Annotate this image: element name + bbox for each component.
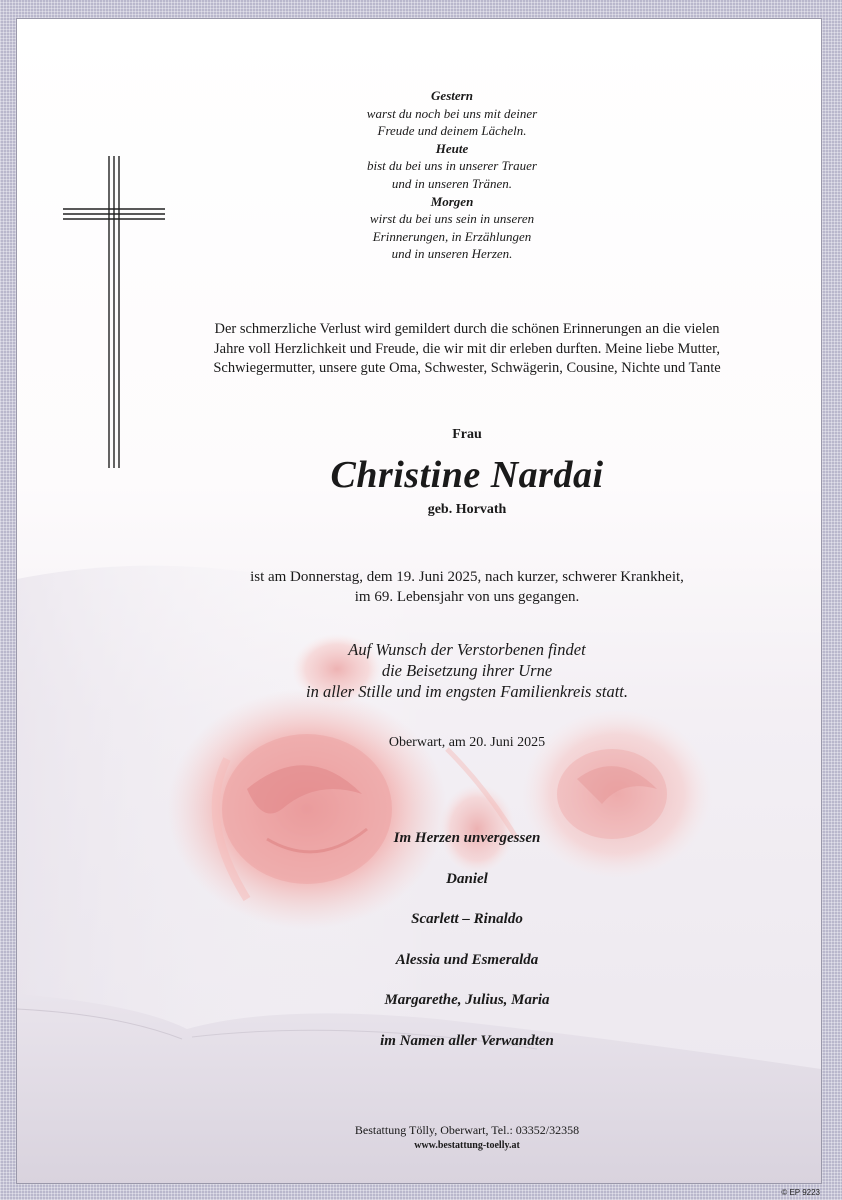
poem-line: Freude und deinem Lächeln. [377,123,527,139]
wish-line: in aller Stille und im engsten Familienkreis statt. [305,682,629,701]
poem-line: und in unseren Tränen. [391,175,513,191]
funeral-home-website: www.bestattung-toelly.at [414,1140,520,1151]
place-date: Oberwart, am 20. Juni 2025 [388,735,546,750]
print-code: © EP 9223 [781,1188,820,1197]
mourners-list [217,828,717,1072]
mourner-line: Im Herzen unvergessen [393,830,541,846]
mourner-line: Margarethe, Julius, Maria [384,992,550,1009]
maiden-name: geb. Horvath [427,502,507,517]
mourner-line: Scarlett – Rinaldo [411,911,523,928]
salutation: Frau [452,427,482,442]
intro-line: Der schmerzliche Verlust wird gemildert durch die schönen Erinnerungen an die vielen [214,321,720,337]
intro-line: Schwiegermutter, unsere gute Oma, Schwester, Schwägerin, Cousine, Nichte und Tante [213,360,721,376]
poem-line: bist du bei uns in unserer Trauer [367,158,537,174]
poem-line: warst du noch bei uns mit deiner [366,105,538,121]
intro-line: Jahre voll Herzlichkeit und Freude, die wir mit dir erleben durften. Meine liebe Mutter, [214,340,720,357]
mourner-line: Daniel [446,870,488,887]
poem-heading-heute: Heute [435,140,469,156]
deceased-name: Christine Nardai [330,454,604,496]
poem-line: und in unseren Herzen. [391,246,513,262]
poem-heading-morgen: Morgen [430,193,474,209]
obituary-page [16,18,822,1184]
mourner-line: Alessia und Esmeralda [395,951,539,968]
wish-line: Auf Wunsch der Verstorbenen findet [348,640,586,659]
poem-heading-gestern: Gestern [431,88,473,103]
poem [257,87,647,263]
cross-icon [61,154,167,470]
mourner-line: im Namen aller Verwandten [380,1032,554,1049]
poem-line: wirst du bei uns sein in unseren [369,211,535,227]
intro-paragraph [167,320,767,379]
funeral-wish [167,639,767,702]
death-notice [167,567,767,607]
poem-line: Erinnerungen, in Erzählungen [372,228,532,244]
wish-line: die Beisetzung ihrer Urne [381,661,553,680]
death-notice-line: ist am Donnerstag, dem 19. Juni 2025, nach kurzer, schwerer Krankheit, [250,569,684,585]
death-notice-line: im 69. Lebensjahr von uns gegangen. [354,589,580,605]
funeral-home-contact: Bestattung Tölly, Oberwart, Tel.: 03352/32358 [354,1123,580,1137]
